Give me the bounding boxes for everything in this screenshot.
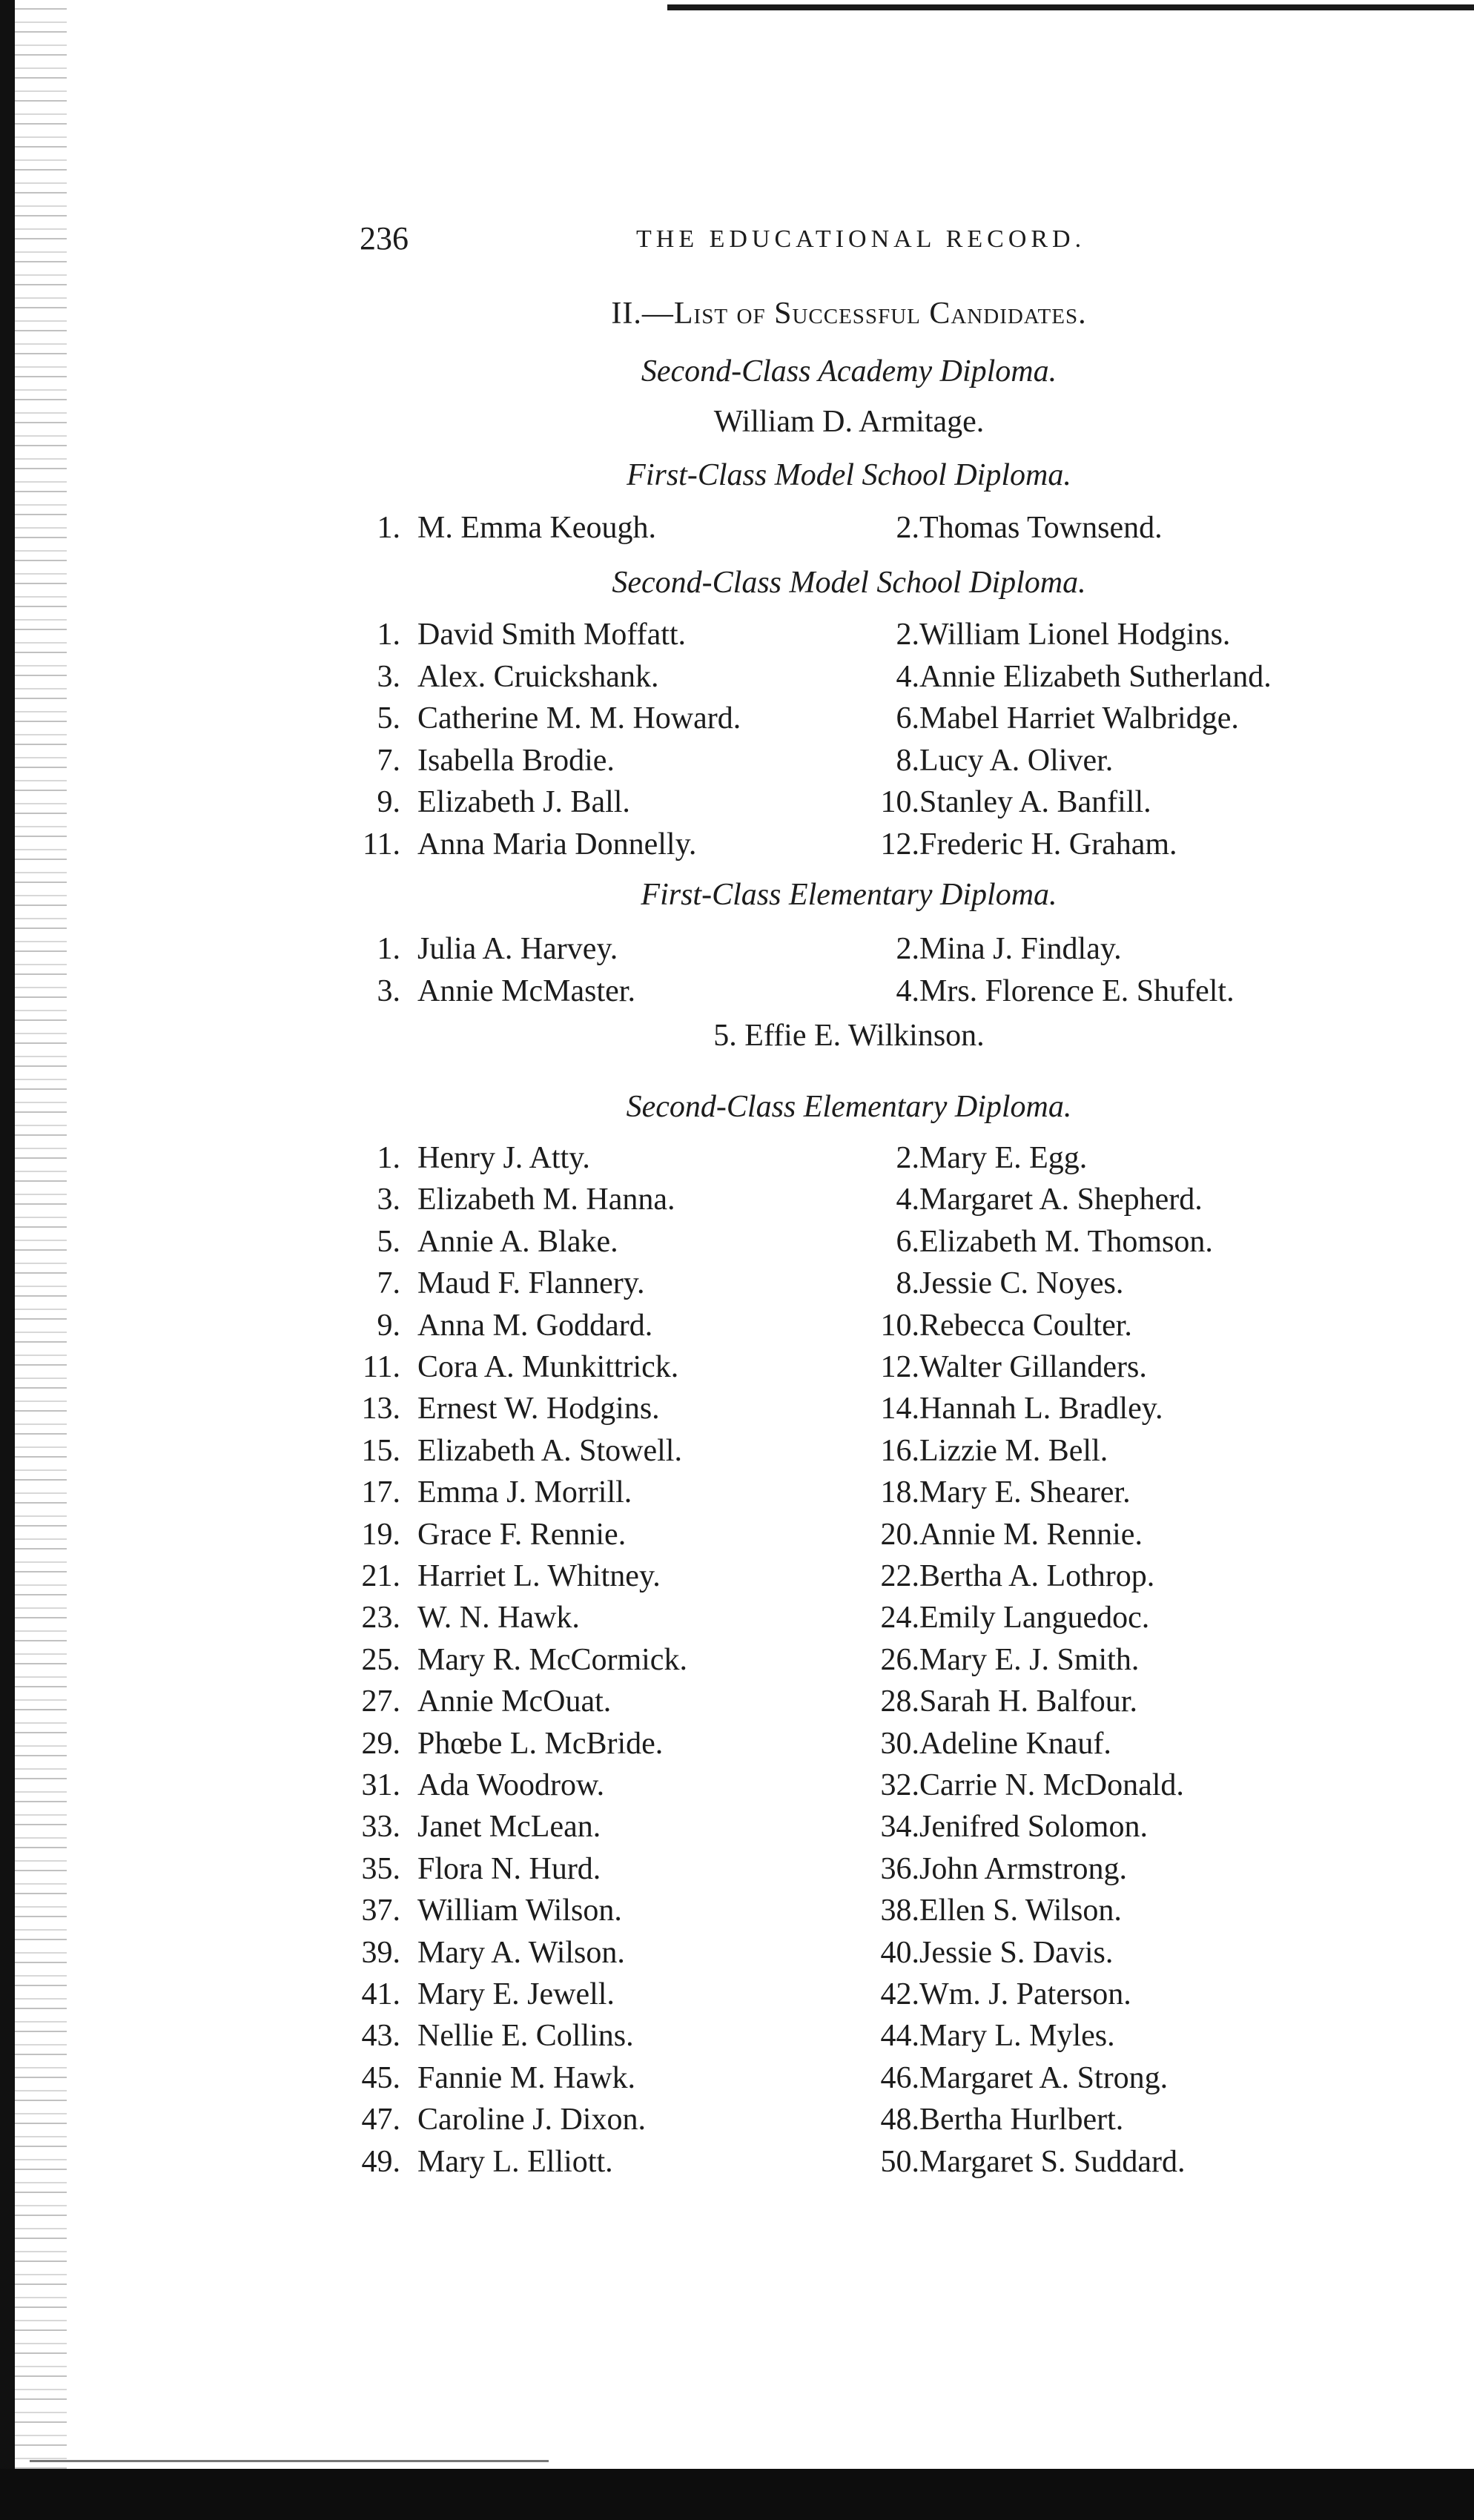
candidate-number-left: 1. bbox=[377, 1141, 400, 1175]
candidate-number-left: 29. bbox=[361, 1726, 400, 1761]
candidate-row bbox=[0, 1767, 1474, 1809]
candidate-row bbox=[0, 1726, 1474, 1767]
candidate-name-left: Anna M. Goddard. bbox=[417, 1308, 653, 1343]
candidate-name-left: Flora N. Hurd. bbox=[417, 1851, 601, 1886]
scan-bottom-edge bbox=[0, 2469, 1474, 2520]
candidate-number-left: 9. bbox=[377, 785, 400, 819]
candidate-number-right: 22. bbox=[880, 1559, 919, 1593]
scan-bottom-rule bbox=[30, 2460, 549, 2462]
candidate-name-right: Carrie N. McDonald. bbox=[919, 1768, 1184, 1802]
candidate-number-left: 17. bbox=[361, 1475, 400, 1510]
candidate-row bbox=[0, 659, 1474, 701]
candidate-name-right: Lizzie M. Bell. bbox=[919, 1433, 1108, 1468]
candidate-number-left: 1. bbox=[377, 511, 400, 545]
candidate-name-right: Mina J. Findlay. bbox=[919, 932, 1122, 966]
candidate-name-right: Mary E. Shearer. bbox=[919, 1475, 1131, 1510]
candidate-name-left: Nellie E. Collins. bbox=[417, 2019, 634, 2054]
candidate-row bbox=[0, 1977, 1474, 2018]
candidate-name-left: Catherine M. M. Howard. bbox=[417, 701, 741, 735]
candidate-number-left: 7. bbox=[377, 743, 400, 778]
candidate-name-right: Jessie C. Noyes. bbox=[919, 1266, 1124, 1301]
heading-first-model: First-Class Model School Diploma. bbox=[627, 458, 1071, 492]
candidate-name-right: William Lionel Hodgins. bbox=[919, 618, 1231, 652]
candidate-number-right: 26. bbox=[880, 1642, 919, 1677]
candidate-name-left: Anna Maria Donnelly. bbox=[417, 827, 697, 862]
candidate-row bbox=[0, 1475, 1474, 1516]
candidate-number-right: 4. bbox=[896, 974, 919, 1008]
candidate-name-left: Alex. Cruickshank. bbox=[417, 659, 659, 694]
candidate-name-right: Mabel Harriet Walbridge. bbox=[919, 701, 1239, 735]
candidate-name-right: Bertha A. Lothrop. bbox=[919, 1559, 1155, 1593]
candidate-number-left: 35. bbox=[361, 1851, 400, 1886]
candidate-name-left: Grace F. Rennie. bbox=[417, 1517, 627, 1552]
candidate-name-left: Ernest W. Hodgins. bbox=[417, 1392, 660, 1426]
candidate-row bbox=[0, 2102, 1474, 2143]
candidate-name-right: Stanley A. Banfill. bbox=[919, 785, 1151, 819]
candidate-name-right: Adeline Knauf. bbox=[919, 1726, 1111, 1761]
candidate-number-left: 43. bbox=[361, 2019, 400, 2054]
candidate-row bbox=[0, 1893, 1474, 1934]
candidate-row bbox=[0, 1642, 1474, 1684]
candidate-name-right: Sarah H. Balfour. bbox=[919, 1684, 1137, 1719]
candidate-name-right: Mrs. Florence E. Shufelt. bbox=[919, 974, 1235, 1008]
candidate-number-right: 48. bbox=[880, 2103, 919, 2137]
candidate-name-left: Caroline J. Dixon. bbox=[417, 2103, 646, 2137]
candidate-number-left: 33. bbox=[361, 1810, 400, 1845]
candidate-number-right: 2. bbox=[896, 1141, 919, 1175]
candidate-number-left: 41. bbox=[361, 1977, 400, 2011]
candidate-name-left: Annie McMaster. bbox=[417, 974, 635, 1008]
candidate-number-left: 13. bbox=[361, 1392, 400, 1426]
academy-candidate: William D. Armitage. bbox=[713, 405, 985, 439]
candidate-name-left: Elizabeth A. Stowell. bbox=[417, 1433, 682, 1468]
candidate-row bbox=[0, 1140, 1474, 1182]
candidate-number-right: 12. bbox=[880, 827, 919, 862]
candidate-number-right: 36. bbox=[880, 1851, 919, 1886]
candidate-number-right: 16. bbox=[880, 1433, 919, 1468]
candidate-number-left: 15. bbox=[361, 1433, 400, 1468]
candidate-number-right: 14. bbox=[880, 1392, 919, 1426]
candidate-number-left: 7. bbox=[377, 1266, 400, 1301]
candidate-name-left: Mary L. Elliott. bbox=[417, 2144, 613, 2179]
candidate-row bbox=[0, 1224, 1474, 1266]
candidate-number-left: 11. bbox=[363, 1350, 400, 1384]
candidate-name-right: Annie M. Rennie. bbox=[919, 1517, 1143, 1552]
candidate-row bbox=[0, 1558, 1474, 1600]
candidate-number-right: 38. bbox=[880, 1894, 919, 1928]
candidate-number-right: 34. bbox=[880, 1810, 919, 1845]
candidate-number-right: 10. bbox=[880, 785, 919, 819]
candidate-number-left: 25. bbox=[361, 1642, 400, 1677]
scan-top-rule bbox=[667, 4, 1474, 10]
candidate-row bbox=[0, 1308, 1474, 1349]
candidate-name-left: Fannie M. Hawk. bbox=[417, 2060, 635, 2095]
candidate-name-left: William Wilson. bbox=[417, 1894, 622, 1928]
candidate-number-right: 12. bbox=[880, 1350, 919, 1384]
candidate-number-left: 3. bbox=[377, 1183, 400, 1217]
candidate-name-right: Wm. J. Paterson. bbox=[919, 1977, 1131, 2011]
candidate-number-left: 37. bbox=[361, 1894, 400, 1928]
candidate-number-left: 3. bbox=[377, 974, 400, 1008]
candidate-name-right: Walter Gillanders. bbox=[919, 1350, 1147, 1384]
heading-second-model: Second-Class Model School Diploma. bbox=[612, 566, 1086, 600]
candidate-number-left: 27. bbox=[361, 1684, 400, 1719]
page-number: 236 bbox=[360, 220, 409, 257]
candidate-name-right: Ellen S. Wilson. bbox=[919, 1894, 1122, 1928]
candidate-name-right: Lucy A. Oliver. bbox=[919, 743, 1114, 778]
candidate-row bbox=[0, 617, 1474, 658]
candidate-row bbox=[0, 1517, 1474, 1558]
candidate-name-right: Frederic H. Graham. bbox=[919, 827, 1177, 862]
candidate-number-right: 44. bbox=[880, 2019, 919, 2054]
candidate-name-left: Harriet L. Whitney. bbox=[417, 1559, 661, 1593]
candidate-number-left: 31. bbox=[361, 1768, 400, 1802]
candidate-name-right: Mary E. Egg. bbox=[919, 1141, 1088, 1175]
candidate-name-left: Maud F. Flannery. bbox=[417, 1266, 645, 1301]
candidate-number-right: 6. bbox=[896, 701, 919, 735]
candidate-number-left: 5. bbox=[377, 1224, 400, 1259]
candidate-name-right: Mary E. J. Smith. bbox=[919, 1642, 1140, 1677]
candidate-row bbox=[0, 784, 1474, 826]
candidate-name-left: Cora A. Munkittrick. bbox=[417, 1350, 679, 1384]
candidate-row bbox=[0, 1391, 1474, 1432]
candidate-name-right: Annie Elizabeth Sutherland. bbox=[919, 659, 1272, 694]
candidate-row bbox=[0, 1266, 1474, 1307]
candidate-row bbox=[0, 827, 1474, 868]
candidate-name-right: Rebecca Coulter. bbox=[919, 1308, 1132, 1343]
candidate-name-right: Bertha Hurlbert. bbox=[919, 2103, 1124, 2137]
candidate-row bbox=[0, 973, 1474, 1015]
candidate-number-right: 28. bbox=[880, 1684, 919, 1719]
candidate-row bbox=[0, 1851, 1474, 1893]
candidate-row bbox=[0, 2060, 1474, 2102]
candidate-name-left: David Smith Moffatt. bbox=[417, 618, 687, 652]
candidate-name-left: Emma J. Morrill. bbox=[417, 1475, 632, 1510]
candidate-row bbox=[0, 1684, 1474, 1725]
heading-academy: Second-Class Academy Diploma. bbox=[641, 354, 1057, 388]
candidate-name-right: Emily Languedoc. bbox=[919, 1601, 1150, 1636]
candidate-number-left: 23. bbox=[361, 1601, 400, 1636]
running-head: THE EDUCATIONAL RECORD. bbox=[636, 225, 1086, 253]
candidate-name-left: Elizabeth M. Hanna. bbox=[417, 1183, 675, 1217]
list-title: II.—List of Successful Candidates. bbox=[611, 297, 1087, 331]
candidate-number-left: 1. bbox=[377, 932, 400, 966]
candidate-name-right: Hannah L. Bradley. bbox=[919, 1392, 1163, 1426]
candidate-number-right: 32. bbox=[880, 1768, 919, 1802]
candidate-name-right: Jenifred Solomon. bbox=[919, 1810, 1148, 1845]
candidate-number-left: 49. bbox=[361, 2144, 400, 2179]
candidate-row bbox=[0, 743, 1474, 784]
candidate-number-right: 30. bbox=[880, 1726, 919, 1761]
candidate-number-right: 4. bbox=[896, 1183, 919, 1217]
candidate-name-left: Phœbe L. McBride. bbox=[417, 1726, 664, 1761]
candidate-name-left: Ada Woodrow. bbox=[417, 1768, 605, 1802]
candidate-name-right: Elizabeth M. Thomson. bbox=[919, 1224, 1213, 1259]
candidate-number-right: 42. bbox=[880, 1977, 919, 2011]
candidate-number-left: 19. bbox=[361, 1517, 400, 1552]
candidate-number-right: 2. bbox=[896, 511, 919, 545]
candidate-number-left: 47. bbox=[361, 2103, 400, 2137]
candidate-name-left: Isabella Brodie. bbox=[417, 743, 615, 778]
candidate-number-right: 24. bbox=[880, 1601, 919, 1636]
candidate-name-left: Elizabeth J. Ball. bbox=[417, 785, 630, 819]
candidate-number-left: 3. bbox=[377, 659, 400, 694]
candidate-number-right: 2. bbox=[896, 618, 919, 652]
candidate-row bbox=[0, 1809, 1474, 1851]
candidate-number-right: 6. bbox=[896, 1224, 919, 1259]
candidate-name-left: Mary E. Jewell. bbox=[417, 1977, 615, 2011]
candidate-number-right: 18. bbox=[880, 1475, 919, 1510]
heading-first-elementary: First-Class Elementary Diploma. bbox=[641, 878, 1057, 912]
candidate-row bbox=[0, 1600, 1474, 1641]
candidate-row bbox=[0, 701, 1474, 742]
candidate-name-left: Janet McLean. bbox=[417, 1810, 601, 1845]
candidate-name-left: Mary A. Wilson. bbox=[417, 1935, 625, 1970]
candidate-number-left: 45. bbox=[361, 2060, 400, 2095]
candidate-name-right: Jessie S. Davis. bbox=[919, 1935, 1114, 1970]
candidate-number-left: 5. bbox=[377, 701, 400, 735]
candidate-row bbox=[0, 1349, 1474, 1391]
candidate-number-right: 40. bbox=[880, 1935, 919, 1970]
candidate-number-right: 4. bbox=[896, 659, 919, 694]
candidate-name-left: W. N. Hawk. bbox=[417, 1601, 580, 1636]
candidate-name-left: Annie A. Blake. bbox=[417, 1224, 618, 1259]
candidate-number-right: 50. bbox=[880, 2144, 919, 2179]
candidate-number-right: 2. bbox=[896, 932, 919, 966]
candidate-name-left: Annie McOuat. bbox=[417, 1684, 612, 1719]
candidate-row bbox=[0, 931, 1474, 973]
candidate-name-left: Henry J. Atty. bbox=[417, 1141, 590, 1175]
candidate-row bbox=[0, 2144, 1474, 2186]
candidate-number-right: 46. bbox=[880, 2060, 919, 2095]
candidate-row bbox=[0, 2018, 1474, 2060]
candidate-row bbox=[0, 1935, 1474, 1977]
candidate-number-right: 20. bbox=[880, 1517, 919, 1552]
candidate-number-right: 8. bbox=[896, 743, 919, 778]
candidate-name-left: Mary R. McCormick. bbox=[417, 1642, 687, 1677]
candidate-row bbox=[0, 1433, 1474, 1475]
candidate-number-left: 11. bbox=[363, 827, 400, 862]
candidate-row bbox=[0, 1182, 1474, 1223]
candidate-name-left: M. Emma Keough. bbox=[417, 511, 656, 545]
candidate-number-left: 21. bbox=[361, 1559, 400, 1593]
candidate-number-left: 39. bbox=[361, 1935, 400, 1970]
candidate-number-left: 9. bbox=[377, 1308, 400, 1343]
candidate-row bbox=[0, 510, 1474, 552]
candidate-number-right: 10. bbox=[880, 1308, 919, 1343]
candidate-name-right: Margaret S. Suddard. bbox=[919, 2144, 1186, 2179]
candidate-number-left: 1. bbox=[377, 618, 400, 652]
candidate-number-right: 8. bbox=[896, 1266, 919, 1301]
first-elementary-last-candidate: 5. Effie E. Wilkinson. bbox=[713, 1019, 985, 1053]
candidate-name-right: Margaret A. Shepherd. bbox=[919, 1183, 1203, 1217]
heading-second-elementary: Second-Class Elementary Diploma. bbox=[626, 1090, 1072, 1124]
candidate-name-right: Margaret A. Strong. bbox=[919, 2060, 1169, 2095]
candidate-name-right: John Armstrong. bbox=[919, 1851, 1128, 1886]
candidate-name-right: Thomas Townsend. bbox=[919, 511, 1163, 545]
candidate-name-right: Mary L. Myles. bbox=[919, 2019, 1115, 2054]
candidate-name-left: Julia A. Harvey. bbox=[417, 932, 618, 966]
